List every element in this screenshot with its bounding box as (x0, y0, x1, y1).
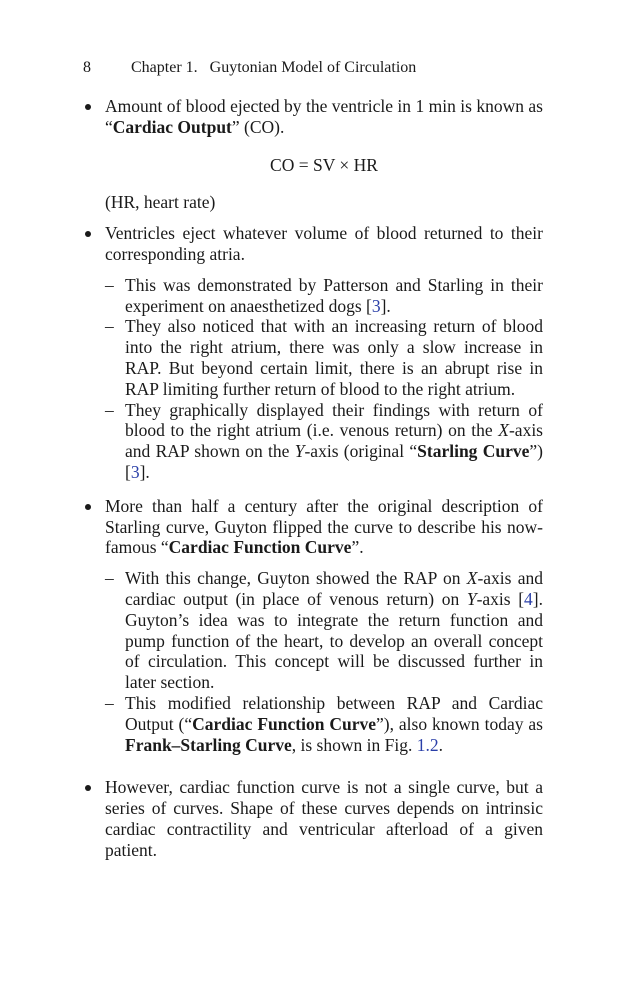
sub-item-guyton-axes: – With this change, Guyton showed the RAP on X-axis and cardiac output (in place of venous return) on Y-axis [4]. Guyton’s idea was to integrate the return function and pump function of the heart, to develop an overall concept of circulation. This concept will be discussed further in later section. (105, 568, 543, 693)
bullet-ventricles: Ventricles eject whatever volume of blood returned to their corresponding atria. (83, 223, 543, 265)
bullet-icon (85, 785, 91, 791)
bullet-icon (85, 104, 91, 110)
dash-icon: – (105, 568, 114, 589)
sub-item-patterson-starling: – This was demonstrated by Patterson and Starling in their experiment on anaesthetized dogs [3]. (105, 274, 543, 316)
term-frank-starling-curve: Frank–Starling Curve (125, 734, 292, 755)
chapter-title: Chapter 1. Guytonian Model of Circulation (131, 59, 417, 76)
citation-link[interactable]: 4 (524, 588, 533, 609)
term-cardiac-output: Cardiac Output (112, 116, 232, 137)
equation: CO = SV × HR (270, 154, 378, 175)
bullet-guyton-flip: More than half a century after the original description of Starling curve, Guyton flipped the curve to describe his now-famous “Cardiac Function Curve”. (83, 496, 543, 558)
citation-link[interactable]: 3 (130, 461, 140, 482)
term-starling-curve: Starling Curve (417, 441, 530, 462)
dash-icon: – (105, 274, 114, 295)
dash-icon: – (105, 399, 114, 420)
dash-icon: – (105, 692, 114, 713)
citation-link[interactable]: 3 (371, 295, 381, 316)
sub-item-rap-increase: – They also noticed that with an increasing return of blood into the right atrium, there was only a slow increase in RAP. But beyond certain limit, there is an abrupt rise in RAP limiting further return of blood to the right atrium. (105, 316, 543, 399)
dash-icon: – (105, 316, 114, 337)
figure-link[interactable]: 1.2 (416, 734, 439, 755)
equation-note: (HR, heart rate) (105, 192, 216, 213)
term-cardiac-function-curve: Cardiac Function Curve (192, 713, 377, 734)
running-header (83, 58, 416, 78)
bullet-icon (85, 504, 91, 510)
page-number: 8 (83, 59, 91, 76)
bullet-icon (85, 231, 91, 237)
sub-item-starling-curve: – They graphically displayed their findings with return of blood to the right atrium (i.e. venous return) on the X-axis and RAP shown on the Y-axis (original “Starling Curve”) [3]. (105, 399, 543, 482)
page-body (83, 96, 543, 861)
bullet-series-of-curves: However, cardiac function curve is not a single curve, but a series of curves. Shape of these curves depends on intrinsic cardiac contractility and ventricular afterload of a given patient. (83, 777, 543, 860)
sub-item-frank-starling: – This modified relationship between RAP and Cardiac Output (“Cardiac Function Curve”), also known today as Frank–Starling Curve, is shown in Fig. 1.2. (105, 692, 543, 755)
bullet-cardiac-output: Amount of blood ejected by the ventricle in 1 min is known as “Cardiac Output” (CO). (83, 96, 543, 138)
term-cardiac-function-curve: Cardiac Function Curve (168, 537, 352, 558)
